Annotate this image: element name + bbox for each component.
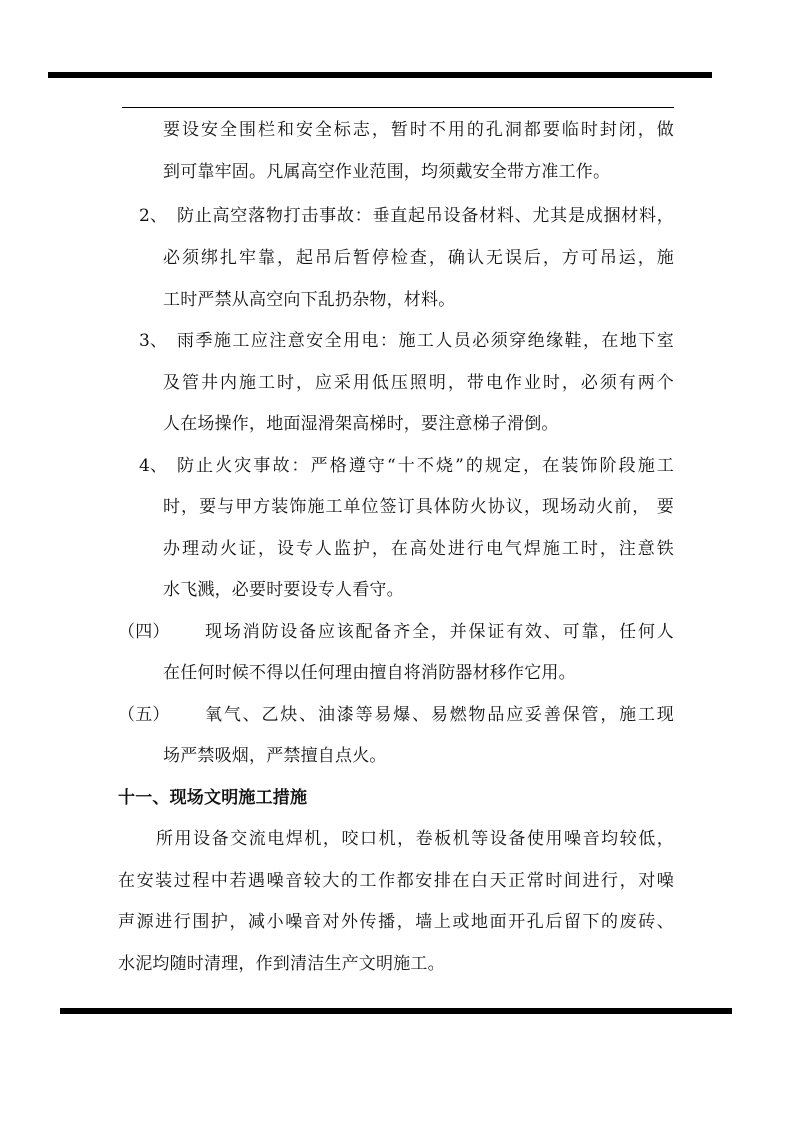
- body-line: 水泥均随时清理，作到清洁生产文明施工。: [118, 954, 445, 974]
- body-line: 氧气、乙炔、油漆等易爆、易燃物品应妥善保管，施工现: [205, 705, 674, 725]
- body-line: 时，要与甲方装饰施工单位签订具体防火协议，现场动火前， 要: [163, 497, 674, 517]
- body-line: 防止火灾事故：严格遵守“十不烧”的规定，在装饰阶段施工: [177, 456, 674, 476]
- list-marker: 2、: [139, 206, 168, 226]
- footer-thick-rule: [60, 1008, 732, 1014]
- header-thin-rule: [122, 107, 674, 108]
- body-line: 所用设备交流电焊机，咬口机，卷板机等设备使用噪音均较低，: [156, 829, 674, 849]
- body-line: 防止高空落物打击事故：垂直起吊设备材料、尤其是成捆材料，: [177, 206, 674, 226]
- body-line: 及管井内施工时，应采用低压照明，带电作业时，必须有两个: [163, 373, 674, 393]
- body-line: 工时严禁从高空向下乱扔杂物，材料。: [163, 290, 456, 310]
- body-line: 场严禁吸烟，严禁擅自点火。: [163, 746, 387, 766]
- section-heading: 十一、现场文明施工措施: [118, 788, 308, 808]
- body-line: 办理动火证，设专人监护，在高处进行电气焊施工时，注意铁: [163, 539, 674, 559]
- body-line: 在安装过程中若遇噪音较大的工作都安排在白天正常时间进行，对噪: [118, 871, 674, 891]
- list-marker: 4、: [139, 456, 168, 476]
- body-line: 必须绑扎牢靠，起吊后暂停检查，确认无误后，方可吊运，施: [163, 248, 674, 268]
- body-line: 在任何时候不得以任何理由擅自将消防器材移作它用。: [163, 663, 576, 683]
- body-line: 人在场操作，地面湿滑架高梯时，要注意梯子滑倒。: [163, 414, 559, 434]
- body-line: 到可靠牢固。凡属高空作业范围，均须戴安全带方准工作。: [163, 162, 611, 182]
- list-marker: （五）: [118, 705, 170, 725]
- header-thick-rule: [48, 72, 712, 78]
- body-line: 现场消防设备应该配备齐全，并保证有效、可靠，任何人: [205, 622, 674, 642]
- list-marker: （四）: [118, 622, 170, 642]
- body-line: 声源进行围护，减小噪音对外传播，墙上或地面开孔后留下的废砖、: [118, 912, 674, 932]
- list-marker: 3、: [139, 331, 168, 351]
- body-line: 水飞溅，必要时要设专人看守。: [163, 580, 404, 600]
- body-line: 要设安全围栏和安全标志，暂时不用的孔洞都要临时封闭，做: [163, 120, 674, 140]
- body-line: 雨季施工应注意安全用电：施工人员必须穿绝缘鞋，在地下室: [177, 331, 674, 351]
